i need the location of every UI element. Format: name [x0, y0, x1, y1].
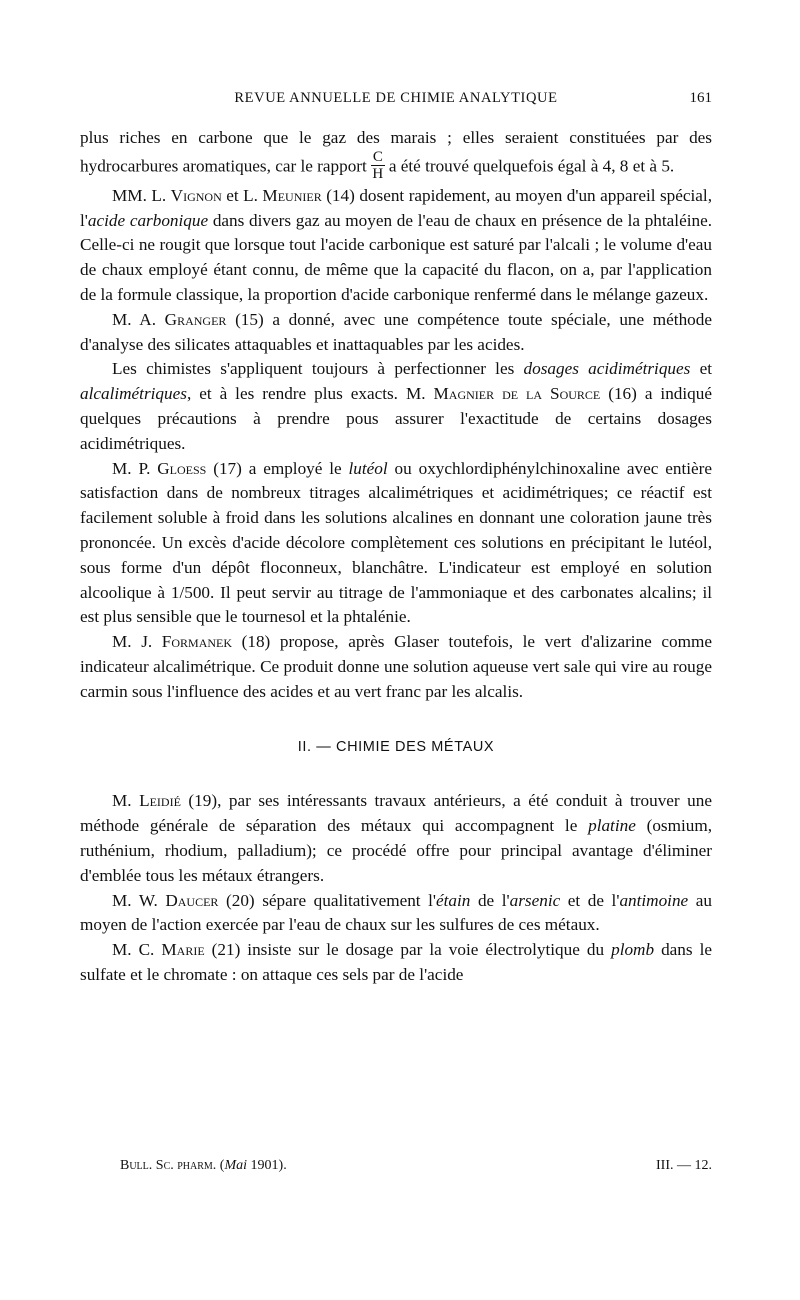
- italic-term: plomb: [611, 940, 655, 960]
- text: 1901).: [247, 1158, 287, 1173]
- italic-term: platine: [588, 816, 636, 836]
- text: M. W.: [112, 890, 166, 910]
- author-name: Meunier: [262, 185, 322, 205]
- text: Les chimistes s'appliquent toujours à perfectionner les: [112, 359, 524, 379]
- text: (19), par ses intéressants travaux antérieurs, a été conduit à trouver une méthode générale de séparation des métaux qui accompagnent le: [80, 791, 712, 836]
- paragraph-3: [80, 308, 712, 358]
- text: M. A.: [112, 309, 165, 329]
- text: a été trouvé quelquefois égal à 4, 8 et à 5.: [388, 156, 675, 176]
- italic-term: antimoine: [619, 890, 689, 910]
- italic-term: lutéol: [348, 458, 388, 478]
- author-name: Marie: [161, 940, 205, 960]
- fraction-denominator: H: [372, 165, 384, 182]
- body-text: [80, 126, 712, 988]
- author-name: Vignon: [170, 185, 222, 205]
- text: (17) a employé le: [206, 458, 349, 478]
- text: (18) propose, après Glaser toutefois, le vert d'alizarine comme indicateur alcalimétrique. Ce produit donne une solution aqueuse vert sale qui vire au rouge carmin sous l'influence des acides et au vert franc par les alcalis.: [80, 632, 712, 701]
- italic-term: acide carbonique: [87, 210, 209, 230]
- text: M. J.: [112, 632, 162, 652]
- running-head: REVUE ANNUELLE DE CHIMIE ANALYTIQUE: [234, 90, 558, 106]
- text: de l': [470, 890, 510, 910]
- text: plus riches en carbone que le gaz des marais ; elles seraient constituées par des hydrocarbures aromatiques, car le rapport: [80, 128, 712, 176]
- text: et L.: [221, 185, 263, 205]
- text: M. P.: [112, 458, 158, 478]
- paragraph-1: [80, 126, 712, 184]
- author-name: Granger: [164, 309, 227, 329]
- paragraph-9: [80, 938, 712, 988]
- text: dans divers gaz au moyen de l'eau de chaux en présence de la phtaléine. Celle-ci ne rougit que lorsque tout l'acide carbonique est saturé par l'alcali ; le volume d'eau de chaux employé étant connu, de même que la capacité du flacon, on a, par l'application de la formule classique, la proportion d'acide carbonique renfermé dans le mélange gazeux.: [80, 210, 712, 304]
- text: et: [690, 359, 713, 379]
- paragraph-2: [80, 184, 712, 308]
- page-footer: [120, 1158, 712, 1180]
- section-heading: II. — CHIMIE DES MÉTAUX: [297, 738, 495, 755]
- italic-term: étain: [436, 890, 471, 910]
- italic-term: Mai: [224, 1158, 248, 1173]
- footer-citation: [120, 1158, 287, 1174]
- text: , et à les rendre plus exacts. M.: [186, 384, 434, 404]
- text: M.: [112, 791, 140, 811]
- paragraph-5: [80, 457, 712, 631]
- italic-term: arsenic: [509, 890, 561, 910]
- text: dans le sulfate et le chromate : on attaque ces sels par de l'acide: [80, 940, 712, 984]
- italic-term: alcalimétriques: [80, 384, 187, 404]
- text: (14) dosent rapidement, au moyen d'un appareil spécial, l': [80, 185, 713, 230]
- text: (16) a indiqué quelques précautions à prendre pous assurer l'exactitude de certains dosages acidimétriques.: [80, 384, 712, 453]
- author-name: Magnier de la Source: [433, 384, 601, 404]
- fraction-numerator: C: [372, 148, 383, 165]
- text: M. C.: [112, 940, 162, 960]
- text: ou oxychlordiphénylchinoxaline avec entière satisfaction dans de nombreux titrages alcalimétriques et acidimétriques; ce réactif est facilement soluble à froid dans les solutions alcalines en donnant une coloration jaune très prononcée. Un excès d'acide décolore complètement ces solutions en précipitant le lutéol, sous forme d'un dépôt floconneux, blanchâtre. L'indicateur est employé en solution alcoolique à 1/500. Il peut servir au titrage de l'ammoniaque et des carbonates alcalins; il est plus sensible que le tournesol et la phtalénie.: [80, 458, 712, 627]
- signature-mark: III. — 12.: [656, 1158, 712, 1173]
- fraction-c-over-h: [371, 149, 385, 182]
- text: (21) insiste sur le dosage par la voie électrolytique du: [204, 940, 612, 960]
- author-name: Leidié: [139, 791, 181, 811]
- paragraph-6: [80, 630, 712, 704]
- text: (osmium, ruthénium, rhodium, palladium); ce procédé offre pour principal avantage d'éliminer d'emblée tous les métaux étrangers.: [80, 816, 713, 885]
- paragraph-7: [80, 789, 712, 888]
- italic-term: dosages acidimétriques: [523, 359, 691, 379]
- page-header: [80, 90, 712, 114]
- text: (15) a donné, avec une compétence toute spéciale, une méthode d'analyse des silicates attaquables et inattaquables par les acides.: [80, 309, 712, 354]
- paragraph-4: [80, 357, 712, 456]
- text: et de l': [560, 890, 620, 910]
- text: au moyen de l'action exercée par l'eau de chaux sur les sulfures de ces métaux.: [80, 890, 712, 935]
- paragraph-8: [80, 889, 712, 939]
- author-name: Daucer: [165, 890, 219, 910]
- text: MM. L.: [112, 185, 171, 205]
- author-name: Formanek: [161, 632, 233, 652]
- text: (20) sépare qualitativement l': [218, 890, 437, 910]
- text: Bull. Sc. pharm. (: [120, 1158, 225, 1173]
- page-number: 161: [689, 90, 712, 106]
- author-name: Gloess: [157, 458, 207, 478]
